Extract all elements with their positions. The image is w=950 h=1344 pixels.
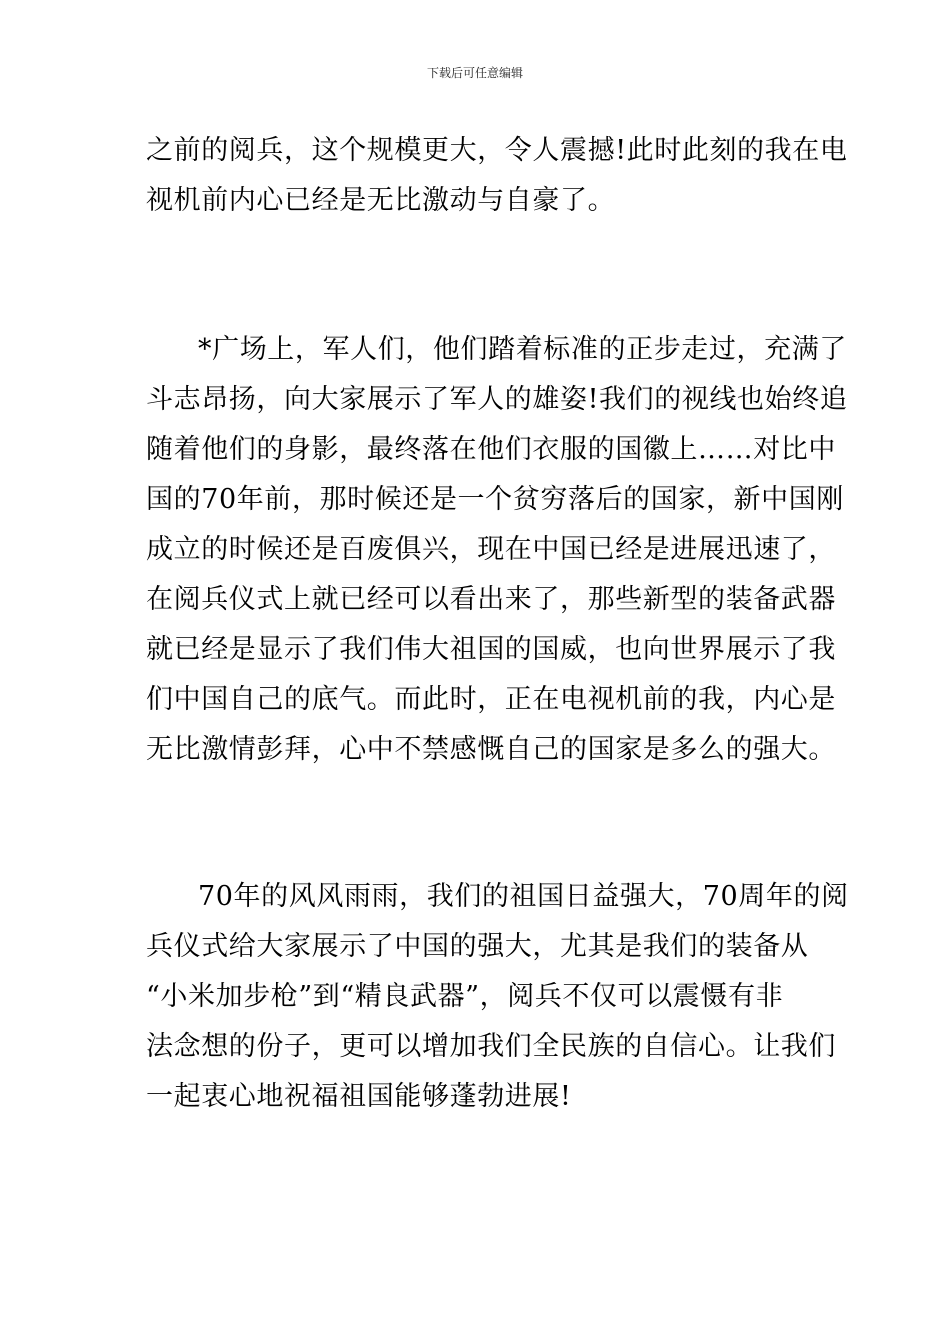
paragraph-line: 成立的时候还是百废俱兴，现在中国已经是进展迅速了， (146, 534, 836, 565)
paragraph-line: 无比激情彭拜，心中不禁感慨自己的国家是多么的强大。 (146, 734, 836, 765)
page-header-note: 下载后可任意编辑 (426, 66, 523, 80)
paragraph-line: 就已经是显示了我们伟大祖国的国威，也向世界展示了我 (146, 634, 836, 665)
paragraph-1 (146, 126, 848, 226)
paragraph-line: 兵仪式给大家展示了中国的强大，尤其是我们的装备从 (146, 931, 809, 962)
paragraph-line: “小米加步枪”到“精良武器”，阅兵不仅可以震慑有非 (146, 981, 784, 1012)
paragraph-3 (146, 872, 849, 1122)
paragraph-line: 视机前内心已经是无比激动与自豪了。 (146, 185, 616, 216)
paragraph-line: 一起衷心地祝福祖国能够蓬勃进展! (146, 1081, 572, 1112)
paragraph-line: 斗志昂扬，向大家展示了军人的雄姿!我们的视线也始终追 (146, 384, 848, 415)
paragraph-line: 随着他们的身影，最终落在他们衣服的国徽上……对比中 (146, 434, 836, 465)
paragraph-line: 们中国自己的底气。而此时，正在电视机前的我，内心是 (146, 684, 836, 715)
paragraph-line: 法念想的份子，更可以增加我们全民族的自信心。让我们 (146, 1031, 836, 1062)
paragraph-line: 在阅兵仪式上就已经可以看出来了，那些新型的装备武器 (146, 584, 836, 615)
paragraph-line: *广场上，军人们，他们踏着标准的正步走过，充满了 (198, 334, 847, 365)
paragraph-2 (146, 325, 848, 775)
paragraph-line: 之前的阅兵，这个规模更大，令人震撼!此时此刻的我在电 (146, 135, 848, 166)
paragraph-line: 70年的风风雨雨，我们的祖国日益强大，70周年的阅 (198, 881, 849, 912)
paragraph-line: 国的70年前，那时候还是一个贫穷落后的国家，新中国刚 (146, 484, 844, 515)
